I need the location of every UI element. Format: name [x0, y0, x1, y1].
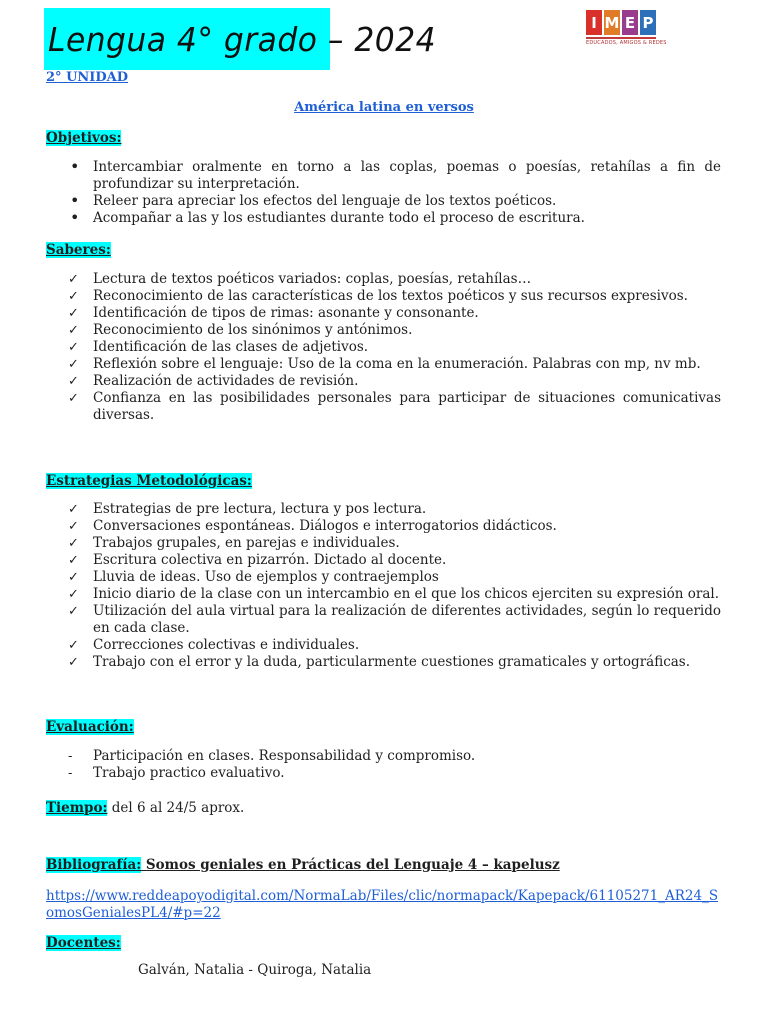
evaluacion-heading-text: Evaluación: — [46, 719, 134, 735]
dash-icon: - — [68, 766, 73, 781]
evaluacion-heading — [46, 719, 134, 736]
docentes-heading-text: Docentes: — [46, 935, 121, 951]
list-item-text: Escritura colectiva en pizarrón. Dictado al docente. — [93, 552, 447, 568]
list-item-text: Utilización del aula virtual para la realización de diferentes actividades, según lo requerido en cada clase. — [93, 603, 721, 636]
list-item — [68, 501, 721, 518]
logo-letter: E — [622, 10, 638, 35]
logo-letter: P — [640, 10, 656, 35]
list-item-text: Lluvia de ideas. Uso de ejemplos y contraejemplos — [93, 569, 439, 585]
checkmark-icon: ✓ — [68, 340, 79, 355]
checkmark-icon: ✓ — [68, 323, 79, 338]
list-item-text: Correcciones colectivas e individuales. — [93, 637, 360, 653]
checkmark-icon: ✓ — [68, 604, 79, 619]
dash-icon: - — [68, 749, 73, 764]
checkmark-icon: ✓ — [68, 570, 79, 585]
list-item — [68, 586, 721, 603]
page-title: Lengua 4° grado – 2024 — [48, 20, 437, 59]
list-item-text: Trabajo practico evaluativo. — [93, 765, 285, 781]
list-item — [68, 210, 721, 227]
list-item-text: Lectura de textos poéticos variados: coplas, poesías, retahílas… — [93, 271, 532, 287]
saberes-list — [68, 271, 721, 424]
objetivos-heading — [46, 130, 121, 147]
objetivos-list — [68, 159, 721, 227]
list-item-text: Participación en clases. Responsabilidad y compromiso. — [93, 748, 476, 764]
logo-underline — [586, 37, 656, 39]
list-item — [68, 339, 721, 356]
list-item-text: Conversaciones espontáneas. Diálogos e interrogatorios didácticos. — [93, 518, 557, 534]
bibliography-link[interactable]: https://www.reddeapoyodigital.com/NormaLab/Files/clic/normapack/Kapepack/61105271_AR24_SomosGenialesPL4/#p=22 — [46, 888, 719, 921]
title-highlight-box — [44, 8, 437, 70]
logo-letter: M — [604, 10, 620, 35]
estrategias-heading-text: Estrategias Metodológicas: — [46, 473, 252, 489]
list-item — [68, 765, 721, 782]
checkmark-icon: ✓ — [68, 357, 79, 372]
list-item-text: Reconocimiento de las características de los textos poéticos y sus recursos expresivos. — [93, 288, 688, 304]
list-item — [68, 569, 721, 586]
list-item-text: Inicio diario de la clase con un intercambio en el que los chicos ejerciten su expresión oral. — [93, 586, 720, 602]
list-item-text: Identificación de las clases de adjetivos. — [93, 339, 369, 355]
logo-tiles — [586, 10, 656, 35]
logo-tagline: EDUCADOS, AMIGOS & REDES — [586, 40, 667, 46]
list-item — [68, 305, 721, 322]
tiempo-line — [46, 800, 244, 817]
imep-logo — [586, 10, 667, 56]
list-item-text: Identificación de tipos de rimas: asonante y consonante. — [93, 305, 479, 321]
checkmark-icon: ✓ — [68, 391, 79, 406]
bullet-icon: • — [70, 191, 80, 210]
bullet-icon: • — [70, 208, 80, 227]
list-item — [68, 603, 721, 637]
evaluacion-list — [68, 748, 721, 782]
document-title: América latina en versos — [294, 100, 474, 115]
list-item-text: Estrategias de pre lectura, lectura y pos lectura. — [93, 501, 427, 517]
checkmark-icon: ✓ — [68, 655, 79, 670]
list-item-text: Releer para apreciar los efectos del lenguaje de los textos poéticos. — [93, 193, 557, 209]
estrategias-list — [68, 501, 721, 671]
list-item — [68, 288, 721, 305]
checkmark-icon: ✓ — [68, 519, 79, 534]
list-item-text: Realización de actividades de revisión. — [93, 373, 359, 389]
list-item — [68, 159, 721, 193]
checkmark-icon: ✓ — [68, 306, 79, 321]
checkmark-icon: ✓ — [68, 638, 79, 653]
list-item — [68, 271, 721, 288]
list-item — [68, 654, 721, 671]
checkmark-icon: ✓ — [68, 587, 79, 602]
logo-letter: I — [586, 10, 602, 35]
list-item — [68, 518, 721, 535]
checkmark-icon: ✓ — [68, 374, 79, 389]
checkmark-icon: ✓ — [68, 272, 79, 287]
list-item — [68, 390, 721, 424]
saberes-heading — [46, 242, 111, 259]
bullet-icon: • — [70, 157, 80, 176]
checkmark-icon: ✓ — [68, 289, 79, 304]
list-item — [68, 552, 721, 569]
estrategias-heading — [46, 473, 252, 490]
tiempo-value: del 6 al 24/5 aprox. — [107, 800, 245, 816]
unit-label: 2° UNIDAD — [46, 70, 129, 85]
list-item — [68, 748, 721, 765]
checkmark-icon: ✓ — [68, 502, 79, 517]
list-item-text: Trabajo con el error y la duda, particularmente cuestiones gramaticales y ortográficas. — [93, 654, 691, 670]
docentes-heading — [46, 935, 121, 952]
objetivos-heading-text: Objetivos: — [46, 130, 122, 146]
list-item-text: Reflexión sobre el lenguaje: Uso de la coma en la enumeración. Palabras con mp, nv mb. — [93, 356, 701, 372]
list-item-text: Confianza en las posibilidades personales para participar de situaciones comunicativas diversas. — [93, 390, 721, 423]
list-item — [68, 356, 721, 373]
list-item — [68, 373, 721, 390]
list-item — [68, 535, 721, 552]
saberes-heading-text: Saberes: — [46, 242, 111, 258]
checkmark-icon: ✓ — [68, 536, 79, 551]
tiempo-label: Tiempo: — [46, 800, 108, 816]
bibliografia-value: Somos geniales en Prácticas del Lenguaje 4 – kapelusz — [141, 857, 560, 873]
list-item-text: Intercambiar oralmente en torno a las coplas, poemas o poesías, retahílas a fin de profundizar su interpretación. — [93, 159, 721, 192]
bibliografia-line — [46, 857, 560, 874]
list-item-text: Reconocimiento de los sinónimos y antónimos. — [93, 322, 413, 338]
list-item — [68, 193, 721, 210]
list-item-text: Trabajos grupales, en parejas e individuales. — [93, 535, 400, 551]
bibliografia-label: Bibliografía: — [46, 857, 142, 873]
list-item — [68, 322, 721, 339]
teachers-names: Galván, Natalia - Quiroga, Natalia — [138, 962, 372, 978]
list-item — [68, 637, 721, 654]
checkmark-icon: ✓ — [68, 553, 79, 568]
list-item-text: Acompañar a las y los estudiantes durante todo el proceso de escritura. — [93, 210, 585, 226]
